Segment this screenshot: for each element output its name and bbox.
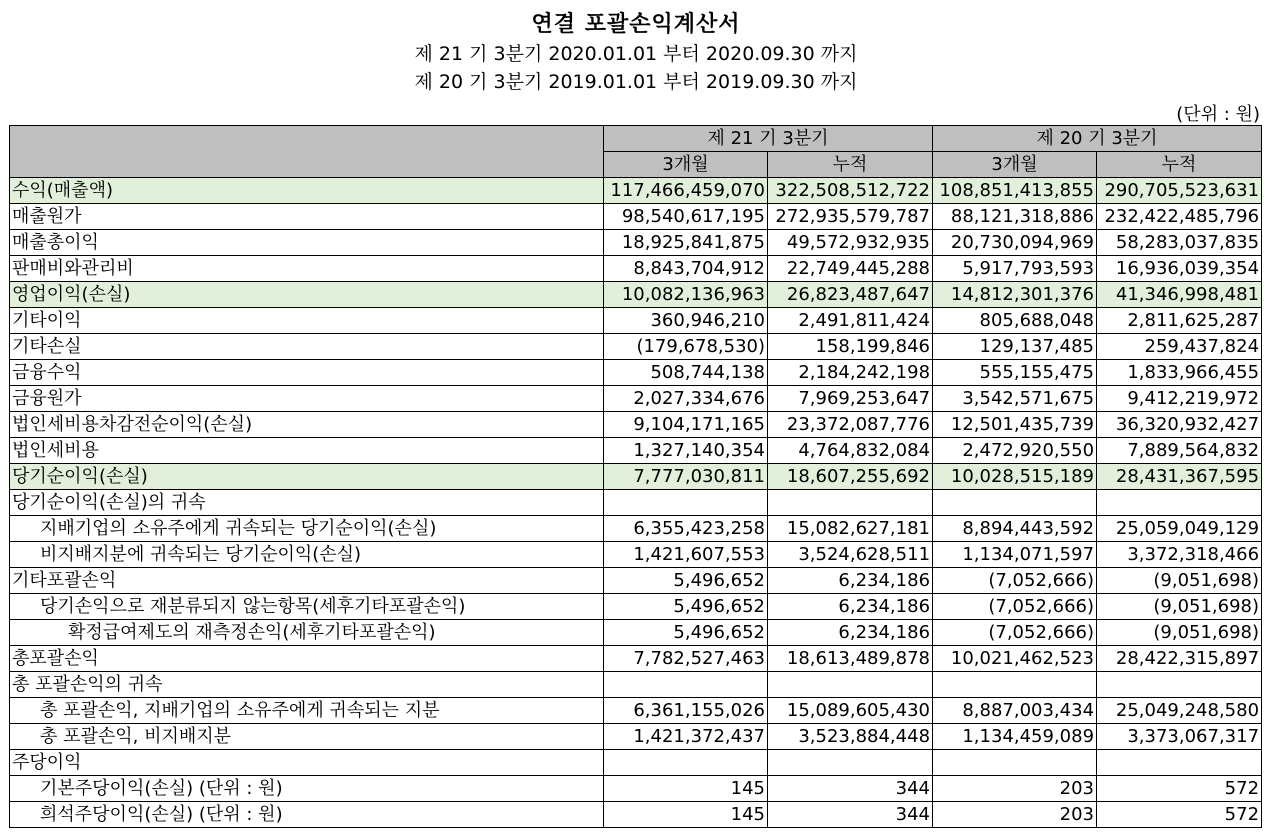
table-row xyxy=(10,802,1262,828)
title-block xyxy=(0,10,1272,96)
row-value: 5,496,652 xyxy=(604,568,768,594)
row-value: 25,059,049,129 xyxy=(1097,516,1262,542)
table-body xyxy=(10,178,1262,828)
row-value: 8,887,003,434 xyxy=(933,698,1097,724)
row-value: 1,134,459,089 xyxy=(933,724,1097,750)
row-value: 3,372,318,466 xyxy=(1097,542,1262,568)
row-value: (7,052,666) xyxy=(933,620,1097,646)
row-label: 총 포괄손익의 귀속 xyxy=(10,672,604,698)
row-value: 2,027,334,676 xyxy=(604,386,768,412)
row-value: 8,894,443,592 xyxy=(933,516,1097,542)
row-value xyxy=(933,750,1097,776)
row-value: 7,777,030,811 xyxy=(604,464,768,490)
row-value: 5,496,652 xyxy=(604,594,768,620)
row-value: 36,320,932,427 xyxy=(1097,412,1262,438)
row-value: 26,823,487,647 xyxy=(768,282,933,308)
row-value: 25,049,248,580 xyxy=(1097,698,1262,724)
row-label: 기본주당이익(손실) (단위 : 원) xyxy=(10,776,604,802)
table-row xyxy=(10,230,1262,256)
row-value: 15,089,605,430 xyxy=(768,698,933,724)
row-label: 기타손실 xyxy=(10,334,604,360)
row-value: 88,121,318,886 xyxy=(933,204,1097,230)
row-label: 비지배지분에 귀속되는 당기순이익(손실) xyxy=(10,542,604,568)
row-label: 매출총이익 xyxy=(10,230,604,256)
row-value: 10,082,136,963 xyxy=(604,282,768,308)
period-21-cum-header: 누적 xyxy=(768,152,933,178)
row-value: 203 xyxy=(933,802,1097,828)
period-21-header: 제 21 기 3분기 xyxy=(604,126,933,152)
table-row xyxy=(10,178,1262,204)
row-value: 98,540,617,195 xyxy=(604,204,768,230)
row-value: 6,234,186 xyxy=(768,594,933,620)
row-value: 3,523,884,448 xyxy=(768,724,933,750)
row-value: 6,361,155,026 xyxy=(604,698,768,724)
row-value: 2,491,811,424 xyxy=(768,308,933,334)
table-row xyxy=(10,568,1262,594)
row-value xyxy=(1097,490,1262,516)
row-value: 20,730,094,969 xyxy=(933,230,1097,256)
table-row xyxy=(10,724,1262,750)
table-row xyxy=(10,542,1262,568)
row-value: 10,021,462,523 xyxy=(933,646,1097,672)
period-prior: 제 20 기 3분기 2019.01.01 부터 2019.09.30 까지 xyxy=(414,71,858,93)
table-row xyxy=(10,204,1262,230)
row-value: 18,613,489,878 xyxy=(768,646,933,672)
table-row xyxy=(10,256,1262,282)
row-value: 117,466,459,070 xyxy=(604,178,768,204)
row-value: 1,833,966,455 xyxy=(1097,360,1262,386)
row-value: 5,496,652 xyxy=(604,620,768,646)
row-value: 805,688,048 xyxy=(933,308,1097,334)
table-row xyxy=(10,698,1262,724)
row-value: 58,283,037,835 xyxy=(1097,230,1262,256)
row-value: 18,607,255,692 xyxy=(768,464,933,490)
row-value: 16,936,039,354 xyxy=(1097,256,1262,282)
row-label: 판매비와관리비 xyxy=(10,256,604,282)
row-value: 1,134,071,597 xyxy=(933,542,1097,568)
row-value: 2,472,920,550 xyxy=(933,438,1097,464)
table-row xyxy=(10,750,1262,776)
row-value: 15,082,627,181 xyxy=(768,516,933,542)
table-row xyxy=(10,386,1262,412)
row-label: 당기순이익(손실) xyxy=(10,464,604,490)
row-value xyxy=(1097,672,1262,698)
row-label: 법인세비용 xyxy=(10,438,604,464)
row-value: 360,946,210 xyxy=(604,308,768,334)
table-row xyxy=(10,490,1262,516)
row-value: 23,372,087,776 xyxy=(768,412,933,438)
table-row xyxy=(10,438,1262,464)
row-value: 3,373,067,317 xyxy=(1097,724,1262,750)
row-value: 572 xyxy=(1097,802,1262,828)
statement-title: 연결 포괄손익계산서 xyxy=(531,12,741,37)
row-value: 6,234,186 xyxy=(768,620,933,646)
row-label: 지배기업의 소유주에게 귀속되는 당기순이익(손실) xyxy=(10,516,604,542)
table-row xyxy=(10,360,1262,386)
row-value xyxy=(768,490,933,516)
row-value: 344 xyxy=(768,776,933,802)
row-value: 555,155,475 xyxy=(933,360,1097,386)
table-row xyxy=(10,594,1262,620)
row-value: 2,811,625,287 xyxy=(1097,308,1262,334)
row-value xyxy=(604,750,768,776)
row-value: 508,744,138 xyxy=(604,360,768,386)
row-value: 5,917,793,593 xyxy=(933,256,1097,282)
row-value: 41,346,998,481 xyxy=(1097,282,1262,308)
row-label: 당기순이익(손실)의 귀속 xyxy=(10,490,604,516)
row-value: 1,421,607,553 xyxy=(604,542,768,568)
row-value: (9,051,698) xyxy=(1097,594,1262,620)
row-value: 7,969,253,647 xyxy=(768,386,933,412)
row-value: 18,925,841,875 xyxy=(604,230,768,256)
row-label: 확정급여제도의 재측정손익(세후기타포괄손익) xyxy=(10,620,604,646)
row-value: 9,104,171,165 xyxy=(604,412,768,438)
row-value: 7,782,527,463 xyxy=(604,646,768,672)
row-value: 290,705,523,631 xyxy=(1097,178,1262,204)
row-value: 322,508,512,722 xyxy=(768,178,933,204)
table-row xyxy=(10,646,1262,672)
row-value: 145 xyxy=(604,802,768,828)
row-value: 1,327,140,354 xyxy=(604,438,768,464)
row-value: 4,764,832,084 xyxy=(768,438,933,464)
table-row xyxy=(10,308,1262,334)
table-row xyxy=(10,282,1262,308)
table-row xyxy=(10,464,1262,490)
row-value: 7,889,564,832 xyxy=(1097,438,1262,464)
table-row xyxy=(10,776,1262,802)
row-value: 158,199,846 xyxy=(768,334,933,360)
row-value: 3,524,628,511 xyxy=(768,542,933,568)
period-20-3m-header: 3개월 xyxy=(933,152,1097,178)
row-value xyxy=(1097,750,1262,776)
row-value: 28,431,367,595 xyxy=(1097,464,1262,490)
row-label: 주당이익 xyxy=(10,750,604,776)
row-value: 1,421,372,437 xyxy=(604,724,768,750)
row-label: 금융수익 xyxy=(10,360,604,386)
row-label: 영업이익(손실) xyxy=(10,282,604,308)
period-20-cum-header: 누적 xyxy=(1097,152,1262,178)
label-column-header xyxy=(10,126,604,178)
row-label: 수익(매출액) xyxy=(10,178,604,204)
row-label: 기타이익 xyxy=(10,308,604,334)
income-statement-table xyxy=(9,125,1262,828)
row-value: (179,678,530) xyxy=(604,334,768,360)
row-label: 매출원가 xyxy=(10,204,604,230)
period-21-3m-header: 3개월 xyxy=(604,152,768,178)
row-value: 28,422,315,897 xyxy=(1097,646,1262,672)
table-row xyxy=(10,334,1262,360)
row-label: 금융원가 xyxy=(10,386,604,412)
row-value xyxy=(933,490,1097,516)
row-label: 당기손익으로 재분류되지 않는항목(세후기타포괄손익) xyxy=(10,594,604,620)
table-row xyxy=(10,672,1262,698)
row-value: 10,028,515,189 xyxy=(933,464,1097,490)
row-value xyxy=(933,672,1097,698)
table-row xyxy=(10,412,1262,438)
row-value xyxy=(604,672,768,698)
row-value: 108,851,413,855 xyxy=(933,178,1097,204)
row-value: 203 xyxy=(933,776,1097,802)
row-value xyxy=(768,750,933,776)
row-label: 총포괄손익 xyxy=(10,646,604,672)
row-label: 총 포괄손익, 비지배지분 xyxy=(10,724,604,750)
row-value: 272,935,579,787 xyxy=(768,204,933,230)
row-value: 49,572,932,935 xyxy=(768,230,933,256)
row-value: 129,137,485 xyxy=(933,334,1097,360)
period-current: 제 21 기 3분기 2020.01.01 부터 2020.09.30 까지 xyxy=(414,43,858,65)
table-row xyxy=(10,516,1262,542)
row-value xyxy=(768,672,933,698)
row-value: 344 xyxy=(768,802,933,828)
row-label: 법인세비용차감전순이익(손실) xyxy=(10,412,604,438)
row-label: 희석주당이익(손실) (단위 : 원) xyxy=(10,802,604,828)
row-value xyxy=(604,490,768,516)
row-value: 2,184,242,198 xyxy=(768,360,933,386)
row-value: 232,422,485,796 xyxy=(1097,204,1262,230)
row-value: 22,749,445,288 xyxy=(768,256,933,282)
row-value: 6,355,423,258 xyxy=(604,516,768,542)
unit-label: (단위 : 원) xyxy=(1176,104,1260,125)
row-value: 259,437,824 xyxy=(1097,334,1262,360)
row-value: (9,051,698) xyxy=(1097,568,1262,594)
period-20-header: 제 20 기 3분기 xyxy=(933,126,1262,152)
row-value: 3,542,571,675 xyxy=(933,386,1097,412)
row-value: (9,051,698) xyxy=(1097,620,1262,646)
row-value: 572 xyxy=(1097,776,1262,802)
row-value: (7,052,666) xyxy=(933,594,1097,620)
row-value: (7,052,666) xyxy=(933,568,1097,594)
row-value: 12,501,435,739 xyxy=(933,412,1097,438)
row-value: 6,234,186 xyxy=(768,568,933,594)
row-label: 총 포괄손익, 지배기업의 소유주에게 귀속되는 지분 xyxy=(10,698,604,724)
row-value: 145 xyxy=(604,776,768,802)
row-value: 14,812,301,376 xyxy=(933,282,1097,308)
row-value: 8,843,704,912 xyxy=(604,256,768,282)
row-label: 기타포괄손익 xyxy=(10,568,604,594)
table-row xyxy=(10,620,1262,646)
row-value: 9,412,219,972 xyxy=(1097,386,1262,412)
